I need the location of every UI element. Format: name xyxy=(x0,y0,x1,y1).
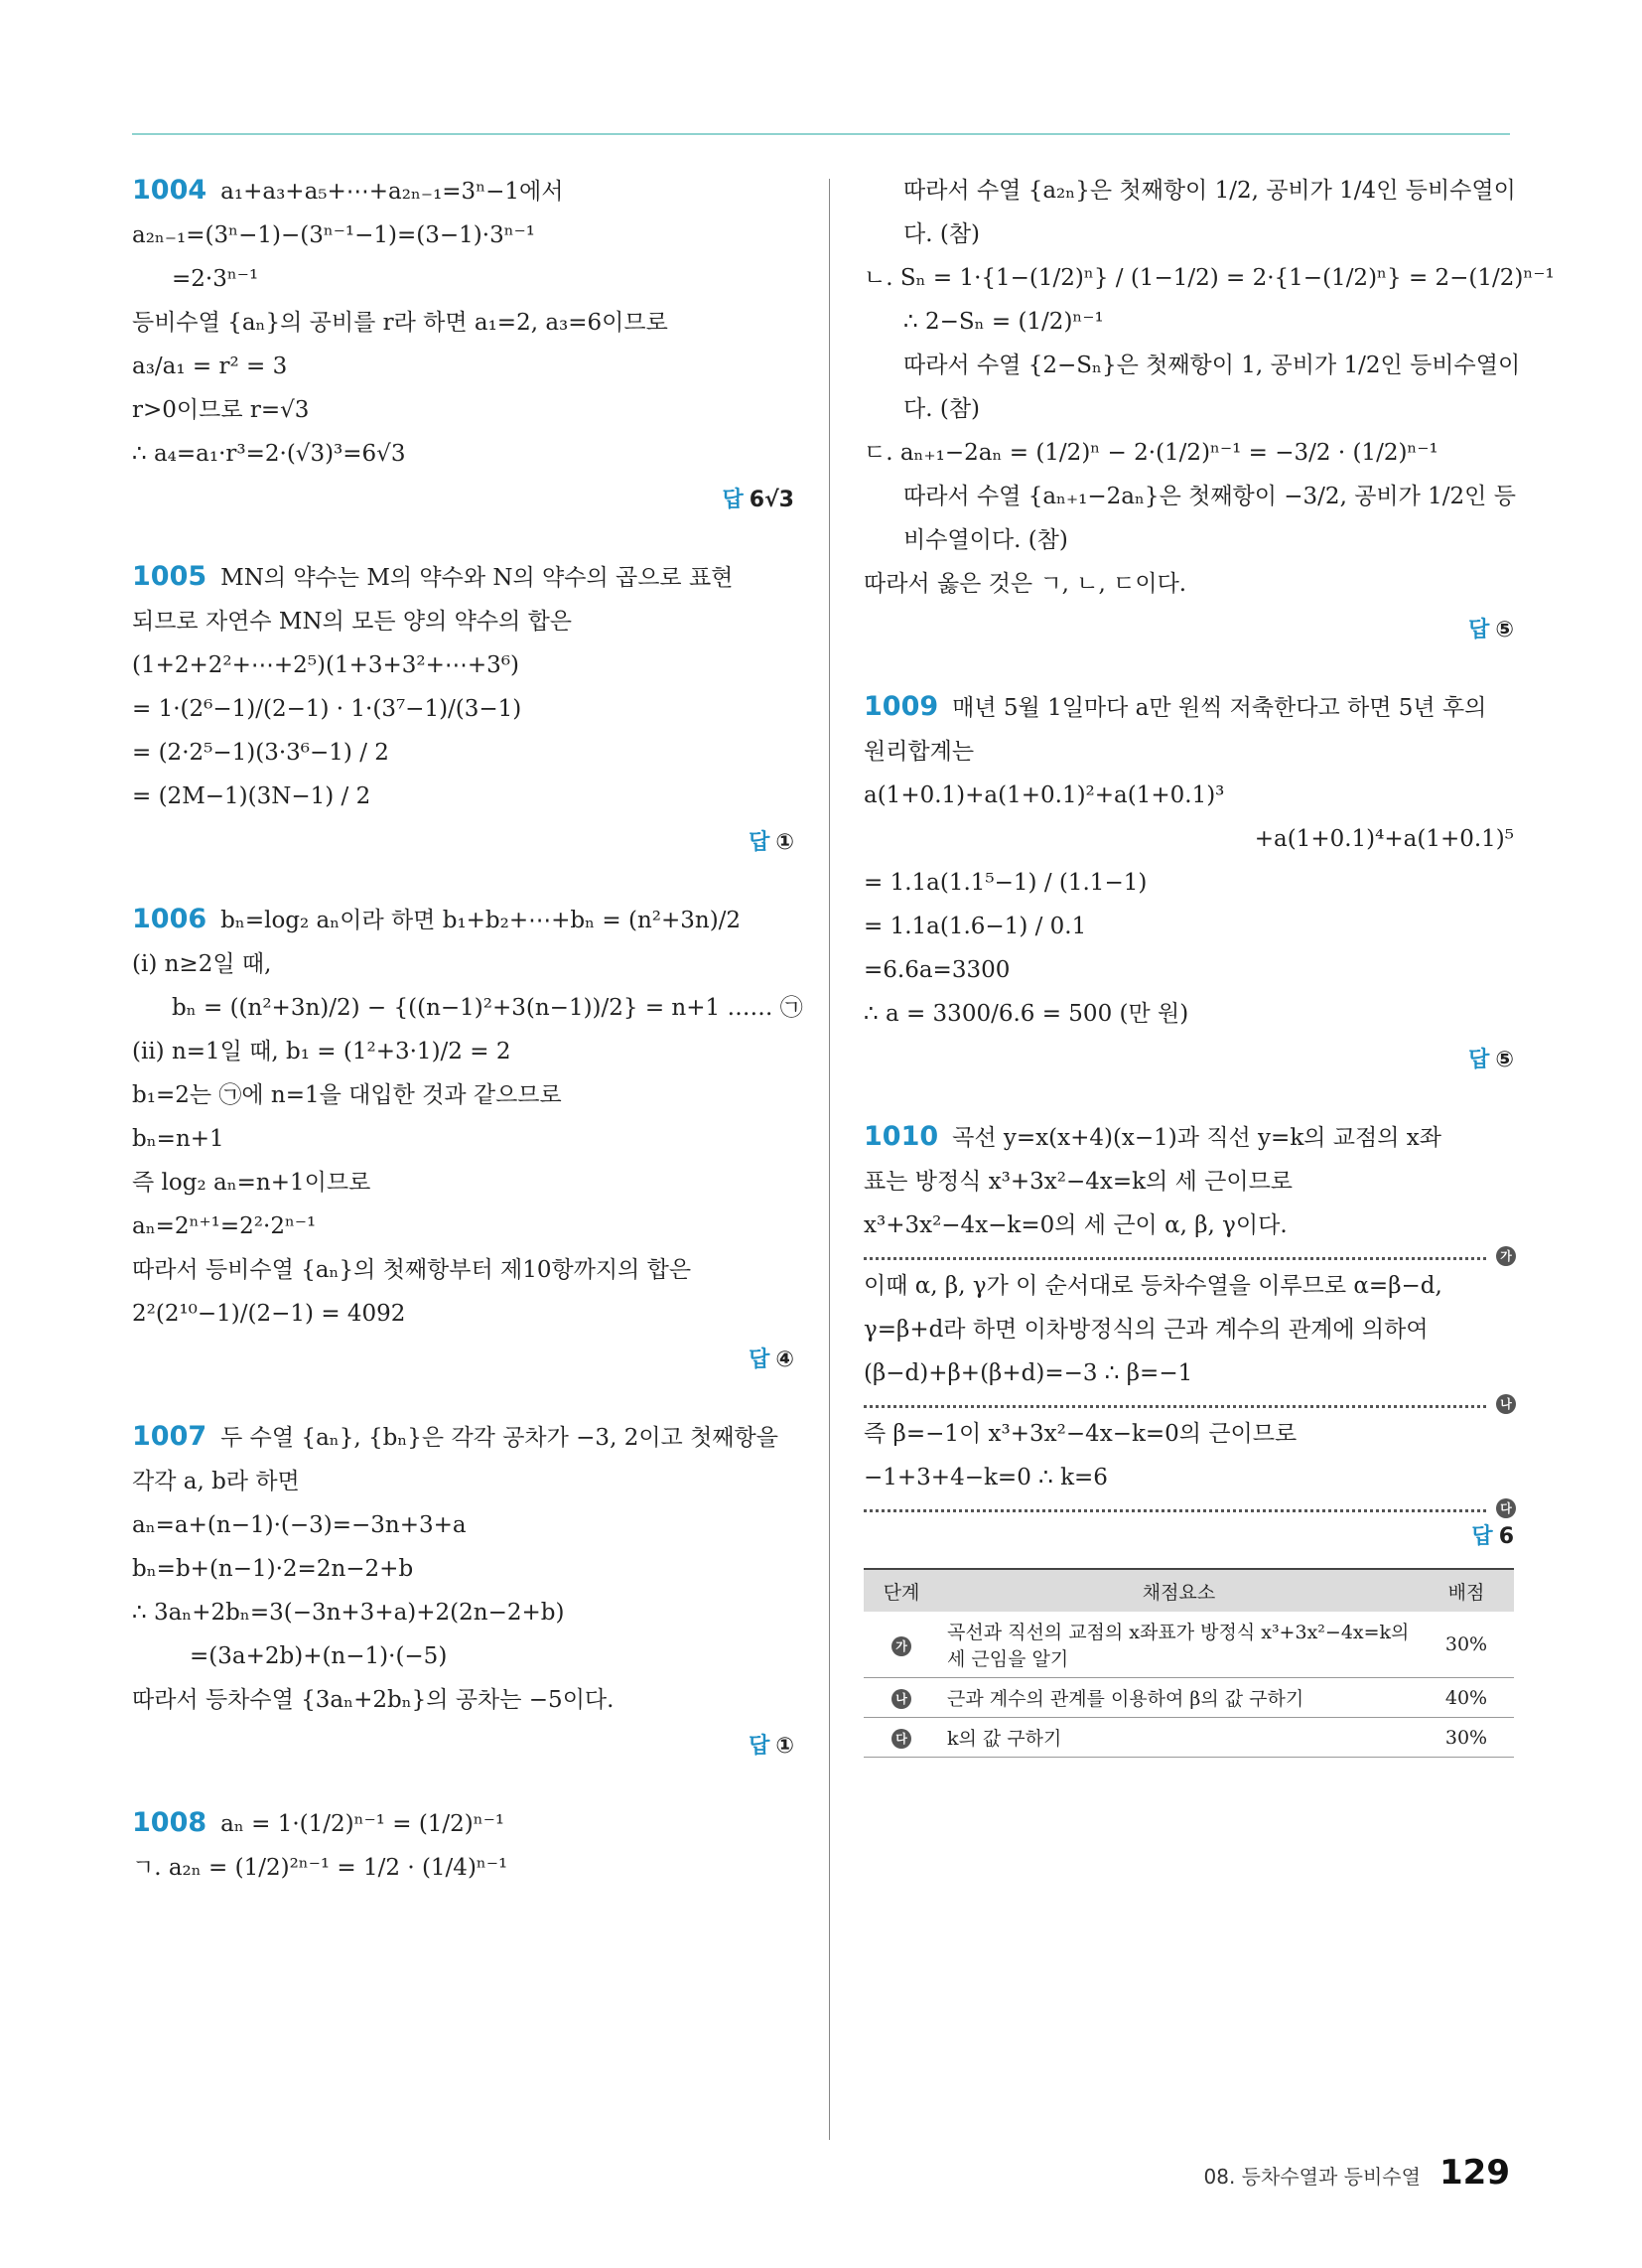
answer-value: ⑤ xyxy=(1495,618,1514,642)
step-badge: 나 xyxy=(891,1689,911,1709)
solution-line: 즉 log₂ aₙ=n+1이므로 xyxy=(132,1170,371,1196)
solution-line: x³+3x²−4x−k=0의 세 근이 α, β, γ이다. xyxy=(864,1212,1288,1238)
points-cell: 30% xyxy=(1419,1718,1514,1758)
page-footer xyxy=(1204,2153,1510,2193)
answer xyxy=(132,480,794,521)
solution-line: (β−d)+β+(β+d)=−3 ∴ β=−1 xyxy=(864,1360,1193,1386)
answer-value: ⑤ xyxy=(1495,1048,1514,1072)
problem-number: 1008 xyxy=(132,1807,207,1838)
criteria-cell: 근과 계수의 관계를 이용하여 β의 값 구하기 xyxy=(939,1678,1419,1718)
solution-line: 따라서 등차수열 {3aₙ+2bₙ}의 공차는 −5이다. xyxy=(132,1687,615,1713)
answer-value: ① xyxy=(775,1734,794,1759)
table-row xyxy=(864,1612,1514,1678)
solution-line: =(3a+2b)+(n−1)·(−5) xyxy=(190,1643,448,1669)
answer-label: 답 xyxy=(749,1347,770,1372)
table-row xyxy=(864,1678,1514,1718)
solution-line: 이때 α, β, γ가 이 순서대로 등차수열을 이루므로 α=β−d, xyxy=(864,1273,1442,1299)
step-badge: 가 xyxy=(1496,1246,1516,1266)
solution-line: =2·3ⁿ⁻¹ xyxy=(172,266,259,292)
solution-line: 따라서 수열 {aₙ₊₁−2aₙ}은 첫째항이 −3/2, 공비가 1/2인 등 xyxy=(903,484,1516,509)
top-rule xyxy=(132,133,1510,135)
left-column xyxy=(132,169,803,1923)
solution-line: 따라서 옳은 것은 ㄱ, ㄴ, ㄷ이다. xyxy=(864,571,1187,597)
solution-line: ∴ 2−Sₙ = (1/2)ⁿ⁻¹ xyxy=(903,309,1104,335)
problem-1010 xyxy=(864,1115,1514,1758)
criteria-cell: 곡선과 직선의 교점의 x좌표가 방정식 x³+3x²−4x=k의 세 근임을 알기 xyxy=(939,1612,1419,1678)
criteria-cell: k의 값 구하기 xyxy=(939,1718,1419,1758)
answer-label: 답 xyxy=(1471,1524,1493,1549)
problem-1004 xyxy=(132,169,794,521)
solution-line: bₙ=n+1 xyxy=(132,1126,224,1152)
step-separator xyxy=(864,1501,1512,1515)
problem-number: 1007 xyxy=(132,1421,207,1452)
solution-line: bₙ=log₂ aₙ이라 하면 b₁+b₂+⋯+bₙ = (n²+3n)/2 xyxy=(220,908,742,933)
solution-line: (1+2+2²+⋯+2⁵)(1+3+3²+⋯+3⁶) xyxy=(132,652,520,678)
solution-line: r>0이므로 r=√3 xyxy=(132,397,310,423)
answer xyxy=(132,1340,794,1381)
solution-line: a₃/a₁ = r² = 3 xyxy=(132,354,288,379)
answer xyxy=(132,1726,794,1768)
problem-number: 1006 xyxy=(132,904,207,934)
solution-line: a₂ₙ₋₁=(3ⁿ−1)−(3ⁿ⁻¹−1)=(3−1)·3ⁿ⁻¹ xyxy=(132,222,536,248)
solution-line: 두 수열 {aₙ}, {bₙ}은 각각 공차가 −3, 2이고 첫째항을 xyxy=(220,1425,778,1451)
problem-1008-start xyxy=(132,1801,794,1890)
solution-line: ㄴ. Sₙ = 1·{1−(1/2)ⁿ} / (1−1/2) = 2·{1−(1/2)ⁿ} = 2−(1/2)ⁿ⁻¹ xyxy=(864,265,1555,291)
table-header-row xyxy=(864,1569,1514,1612)
solution-line: = 1.1a(1.1⁵−1) / (1.1−1) xyxy=(864,870,1148,896)
solution-line: 즉 β=−1이 x³+3x²−4x−k=0의 근이므로 xyxy=(864,1421,1298,1447)
problem-number: 1004 xyxy=(132,175,207,206)
problem-1008-continued xyxy=(864,169,1555,651)
answer xyxy=(864,1040,1514,1081)
solution-line: = 1·(2⁶−1)/(2−1) · 1·(3⁷−1)/(3−1) xyxy=(132,696,522,722)
answer xyxy=(132,822,794,864)
problem-number: 1005 xyxy=(132,561,207,592)
problem-1005 xyxy=(132,555,794,864)
solution-line: 매년 5월 1일마다 a만 원씩 저축한다고 하면 5년 후의 xyxy=(952,695,1487,721)
solution-line: = 1.1a(1.6−1) / 0.1 xyxy=(864,914,1087,939)
col-header-criteria: 채점요소 xyxy=(939,1569,1419,1612)
solution-line: γ=β+d라 하면 이차방정식의 근과 계수의 관계에 의하여 xyxy=(864,1317,1429,1343)
solution-line: 따라서 수열 {2−Sₙ}은 첫째항이 1, 공비가 1/2인 등비수열이 xyxy=(903,353,1521,378)
solution-line: = (2M−1)(3N−1) / 2 xyxy=(132,783,371,809)
solution-line: ∴ a = 3300/6.6 = 500 (만 원) xyxy=(864,1001,1189,1027)
section-title: 08. 등차수열과 등비수열 xyxy=(1203,2165,1421,2189)
answer-label: 답 xyxy=(722,488,744,512)
solution-line: aₙ=a+(n−1)·(−3)=−3n+3+a xyxy=(132,1512,467,1538)
step-badge: 가 xyxy=(891,1636,911,1656)
problem-number: 1010 xyxy=(864,1121,939,1152)
solution-line: 2²(2¹⁰−1)/(2−1) = 4092 xyxy=(132,1301,406,1327)
solution-line: =6.6a=3300 xyxy=(864,957,1011,983)
solution-line: aₙ = 1·(1/2)ⁿ⁻¹ = (1/2)ⁿ⁻¹ xyxy=(220,1811,505,1837)
points-cell: 40% xyxy=(1419,1678,1514,1718)
col-header-step: 단계 xyxy=(864,1569,939,1612)
page-number: 129 xyxy=(1439,2153,1510,2193)
points-cell: 30% xyxy=(1419,1612,1514,1678)
solution-line: 다. (참) xyxy=(903,221,981,247)
solution-line: 원리합계는 xyxy=(864,739,975,765)
table-row xyxy=(864,1718,1514,1758)
solution-line: (i) n≥2일 때, xyxy=(132,951,272,977)
problem-1007 xyxy=(132,1415,794,1768)
right-column xyxy=(864,169,1555,1791)
answer-value: 6 xyxy=(1498,1524,1514,1549)
problem-1009 xyxy=(864,685,1514,1081)
solution-line: ㄷ. aₙ₊₁−2aₙ = (1/2)ⁿ − 2·(1/2)ⁿ⁻¹ = −3/2 · (1/2)ⁿ⁻¹ xyxy=(864,440,1438,466)
solution-line: 표는 방정식 x³+3x²−4x=k의 세 근이므로 xyxy=(864,1169,1294,1195)
step-badge: 나 xyxy=(1496,1394,1516,1414)
solution-line: ∴ 3aₙ+2bₙ=3(−3n+3+a)+2(2n−2+b) xyxy=(132,1600,565,1626)
solution-line: 곡선 y=x(x+4)(x−1)과 직선 y=k의 교점의 x좌 xyxy=(952,1125,1441,1151)
step-separator xyxy=(864,1249,1512,1263)
answer xyxy=(864,610,1514,651)
solution-line: MN의 약수는 M의 약수와 N의 약수의 곱으로 표현 xyxy=(220,565,734,591)
step-badge: 다 xyxy=(1496,1498,1516,1518)
answer-value: 6√3 xyxy=(749,488,794,512)
solution-line: +a(1+0.1)⁴+a(1+0.1)⁵ xyxy=(1254,826,1514,852)
step-separator xyxy=(864,1397,1512,1411)
solution-line: 다. (참) xyxy=(903,396,981,422)
scoring-table xyxy=(864,1568,1514,1758)
solution-line: 각각 a, b라 하면 xyxy=(132,1469,300,1494)
solution-line: 따라서 등비수열 {aₙ}의 첫째항부터 제10항까지의 합은 xyxy=(132,1257,692,1283)
answer-label: 답 xyxy=(749,830,770,855)
problem-1006 xyxy=(132,898,803,1381)
solution-line: a₁+a₃+a₅+⋯+a₂ₙ₋₁=3ⁿ−1에서 xyxy=(220,179,564,205)
solution-line: b₁=2는 ㉠에 n=1을 대입한 것과 같으므로 xyxy=(132,1082,562,1108)
answer-label: 답 xyxy=(1468,1048,1490,1072)
solution-line: 되므로 자연수 MN의 모든 양의 약수의 합은 xyxy=(132,609,573,635)
step-badge: 다 xyxy=(891,1729,911,1749)
solution-line: bₙ = ((n²+3n)/2) − {((n−1)²+3(n−1))/2} = n+1 …… ㉠ xyxy=(172,995,803,1021)
solution-line: bₙ=b+(n−1)·2=2n−2+b xyxy=(132,1556,414,1582)
solution-line: 비수열이다. (참) xyxy=(903,527,1068,553)
col-header-points: 배점 xyxy=(1419,1569,1514,1612)
solution-line: (ii) n=1일 때, b₁ = (1²+3·1)/2 = 2 xyxy=(132,1039,511,1064)
solution-line: a(1+0.1)+a(1+0.1)²+a(1+0.1)³ xyxy=(864,782,1225,808)
answer-label: 답 xyxy=(1468,618,1490,642)
answer xyxy=(864,1516,1514,1558)
answer-label: 답 xyxy=(749,1734,770,1759)
answer-value: ① xyxy=(775,830,794,855)
solution-line: ∴ a₄=a₁·r³=2·(√3)³=6√3 xyxy=(132,441,406,467)
solution-line: = (2·2⁵−1)(3·3⁶−1) / 2 xyxy=(132,740,389,766)
solution-line: aₙ=2ⁿ⁺¹=2²·2ⁿ⁻¹ xyxy=(132,1213,317,1239)
answer-value: ④ xyxy=(775,1347,794,1372)
problem-number: 1009 xyxy=(864,691,939,722)
solution-line: −1+3+4−k=0 ∴ k=6 xyxy=(864,1465,1108,1490)
solution-line: 따라서 수열 {a₂ₙ}은 첫째항이 1/2, 공비가 1/4인 등비수열이 xyxy=(903,178,1516,204)
column-divider xyxy=(829,179,830,2140)
solution-line: ㄱ. a₂ₙ = (1/2)²ⁿ⁻¹ = 1/2 · (1/4)ⁿ⁻¹ xyxy=(132,1855,508,1881)
solution-line: 등비수열 {aₙ}의 공비를 r라 하면 a₁=2, a₃=6이므로 xyxy=(132,310,668,336)
